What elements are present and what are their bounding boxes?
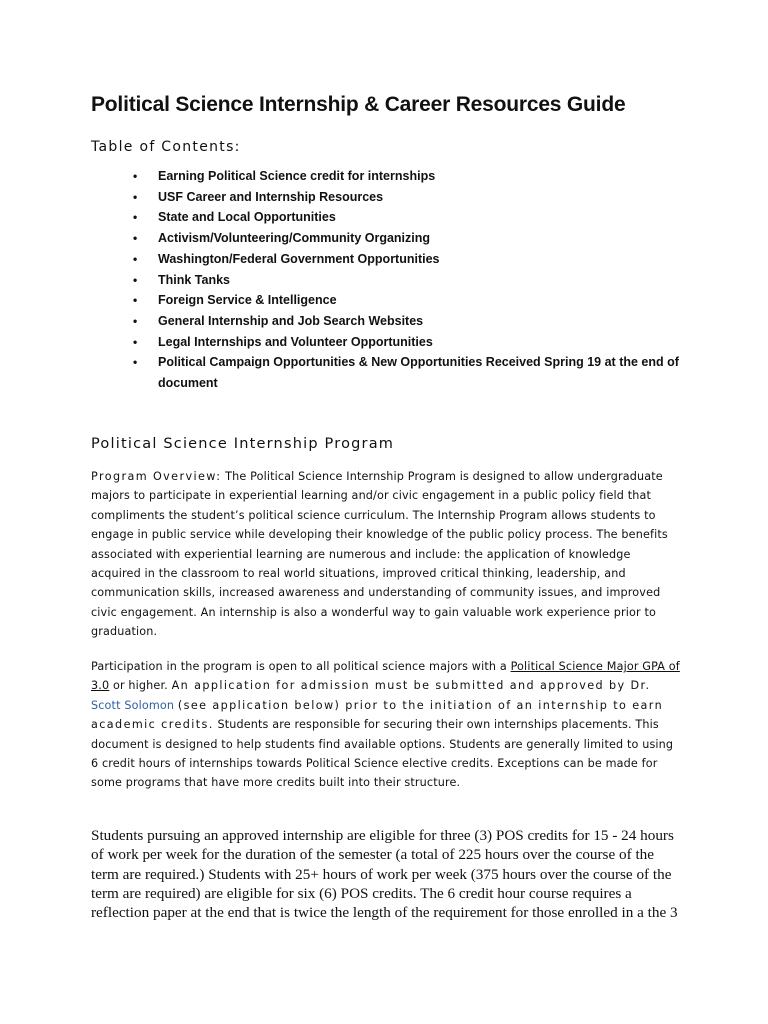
toc-item-foreign-service [91, 290, 681, 311]
participation-text-2: or higher. [112, 679, 168, 693]
overview-text: The Political Science Internship Program is designed to allow undergraduate majors to participate in experiential learning and/or civic engagement in a public policy field that compliments the student’s political science curriculum. The Internship Program allows students to engage in public service while developing their knowledge of the public policy process. The benefits associated with experiential learning are numerous and include: the application of knowledge acquired in the classroom to real world situations, improved critical thinking, leadership, and communication skills, increased awareness and understanding of community issues, and improved civic engagement. An internship is also a wonderful way to gain valuable work experience prior to graduation. [91, 470, 668, 639]
bullet-icon: • [133, 210, 138, 225]
toc-item-label: Activism/Volunteering/Community Organizing [158, 231, 431, 246]
bullet-icon: • [133, 272, 138, 287]
bullet-icon: • [133, 169, 138, 183]
participation-paragraph [91, 657, 683, 793]
toc-item-label: State and Local Opportunities [158, 210, 336, 225]
toc-heading: Table of Contents: [91, 139, 241, 155]
toc-item-federal [91, 249, 681, 270]
toc-item-job-search [91, 311, 681, 332]
section-heading: Political Science Internship Program [91, 436, 395, 452]
toc-item-credit [91, 166, 681, 187]
toc-item-campaign [91, 352, 681, 393]
participation-text-4: (see application below) prior to the initiation of an internship to earn academic credits. [91, 698, 664, 732]
toc-item-label: General Internship and Job Search Websites [158, 313, 424, 328]
toc-item-label: Washington/Federal Government Opportunities [158, 251, 440, 266]
participation-text-3: An application for admission must be submitted and approved by Dr. [171, 679, 651, 693]
bullet-icon: • [133, 251, 138, 266]
toc-item-label: Foreign Service & Intelligence [158, 293, 337, 308]
gpa-requirement-link[interactable]: Political Science Major GPA of 3.0 [91, 660, 680, 693]
toc-item-label: Political Campaign Opportunities & New Opportunities Received Spring 19 at the end of document [158, 355, 679, 391]
toc-item-think-tanks [91, 270, 681, 291]
toc-item-usf-career [91, 187, 681, 208]
program-overview-paragraph [91, 467, 683, 642]
bullet-icon: • [133, 313, 138, 328]
bullet-icon: • [133, 355, 138, 370]
toc-item-activism [91, 228, 681, 249]
bullet-icon: • [133, 189, 138, 204]
participation-text-5: Students are responsible for securing their own internships placements. This document is designed to help students find available options. Students are generally limited to using 6 credit hours of internships towards Political Science elective credits. Exceptions can be made for some programs that have more credits built into their structure. [91, 718, 674, 790]
toc-list [91, 166, 681, 394]
document-title: Political Science Internship & Career Resources Guide [91, 93, 626, 116]
toc-item-label: Earning Political Science credit for internships [158, 169, 436, 183]
bullet-icon: • [133, 334, 138, 349]
participation-text-1: Participation in the program is open to all political science majors with a [91, 660, 507, 673]
toc-item-label: USF Career and Internship Resources [158, 189, 384, 204]
advisor-name-link[interactable]: Scott Solomon [91, 698, 175, 712]
bullet-icon: • [133, 293, 138, 308]
credits-paragraph: Students pursuing an approved internship are eligible for three (3) POS credits for 15 - 24 hours of work per week for the duration of the semester (a total of 225 hours over the course of the term are required.) Students with 25+ hours of work per week (375 hours over the course of the term are required) are eligible for six (6) POS credits. The 6 credit hour course requires a reflection paper at the end that is twice the length of the requirement for those enrolled in a the 3 [91, 827, 678, 922]
toc-item-label: Legal Internships and Volunteer Opportunities [158, 334, 433, 349]
toc-item-legal [91, 332, 681, 353]
overview-label: Program Overview: [91, 470, 222, 483]
toc-item-label: Think Tanks [158, 272, 231, 287]
toc-item-state-local [91, 207, 681, 228]
bullet-icon: • [133, 231, 138, 246]
